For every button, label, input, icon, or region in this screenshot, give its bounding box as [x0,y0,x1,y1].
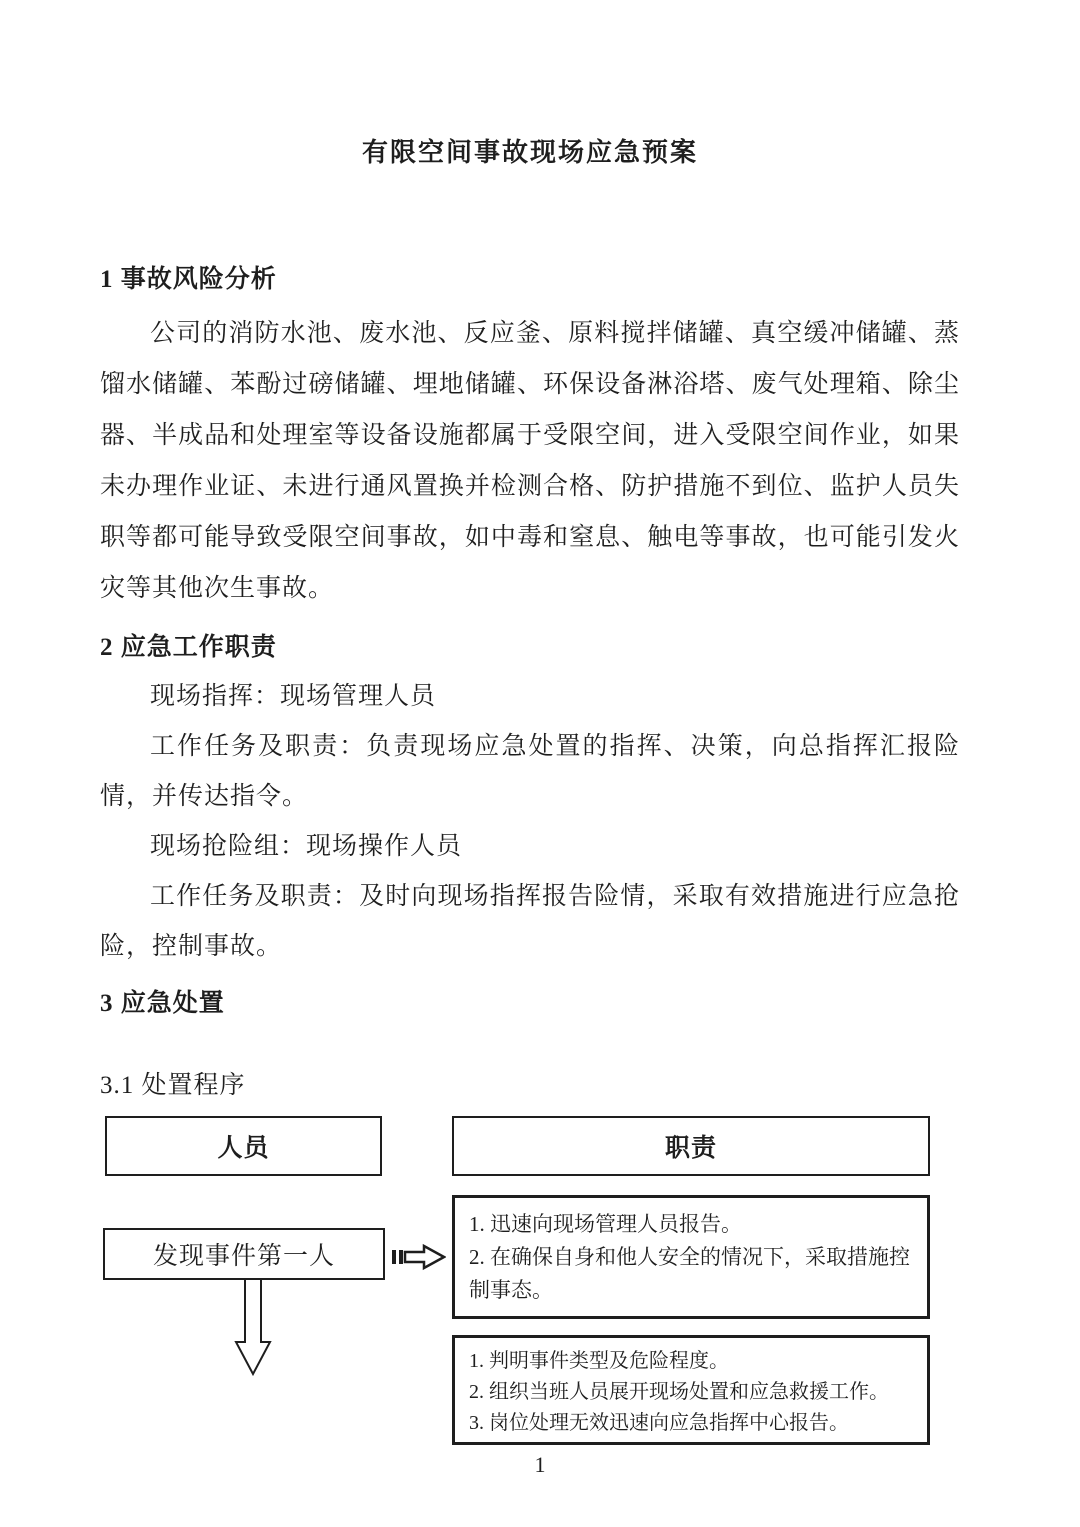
section-3-1-subheading: 3.1 处置程序 [100,1072,246,1099]
flowchart-duty-box-first-discoverer [452,1195,930,1319]
duty-line: 3. 岗位处理无效迅速向应急指挥中心报告。 [469,1412,849,1434]
flowchart-person-box-first-discoverer: 发现事件第一人 [103,1228,385,1280]
flowchart-duty-box-shift-handling [452,1335,930,1445]
page-number: 1 [534,1452,546,1477]
section-2-paragraph-commander: 现场指挥：现场管理人员 [150,683,437,710]
duty-line: 2. 在确保自身和他人安全的情况下，采取措施控制事态。 [469,1245,910,1302]
down-arrow-icon [234,1280,272,1376]
disposal-procedure-flowchart [100,1116,960,1448]
section-2-paragraph-rescue-team: 现场抢险组：现场操作人员 [150,833,463,860]
section-2-heading: 2 应急工作职责 [100,634,277,661]
duty-line: 1. 迅速向现场管理人员报告。 [469,1212,742,1236]
section-1-paragraph: 公司的消防水池、废水池、反应釜、原料搅拌储罐、真空缓冲储罐、蒸馏水储罐、苯酚过磅储罐、埋地储罐、环保设备淋浴塔、废气处理箱、除尘器、半成品和处理室等设备设施都属于受限空间，进入受限空间作业，如果未办理作业证、未进行通风置换并检测合格、防护措施不到位、监护人员失职等都可能导致受限空间事故，如中毒和窒息、触电等事故，也可能引发火灾等其他次生事故。 [100,320,960,602]
section-3-heading: 3 应急处置 [100,990,225,1017]
section-2-paragraph-rescue-duties: 工作任务及职责：及时向现场指挥报告险情，采取有效措施进行应急抢险，控制事故。 [100,883,960,960]
duty-line: 2. 组织当班人员展开现场处置和应急救援工作。 [469,1381,889,1403]
section-2-paragraph-commander-duties: 工作任务及职责：负责现场应急处置的指挥、决策，向总指挥汇报险情，并传达指令。 [100,733,960,810]
flowchart-column-header-person: 人员 [105,1116,382,1176]
right-arrow-icon [392,1243,446,1271]
section-1-heading: 1 事故风险分析 [100,266,277,293]
duty-line: 1. 判明事件类型及危险程度。 [469,1350,729,1372]
flowchart-column-header-duty: 职责 [452,1116,930,1176]
document-title: 有限空间事故现场应急预案 [361,138,698,167]
